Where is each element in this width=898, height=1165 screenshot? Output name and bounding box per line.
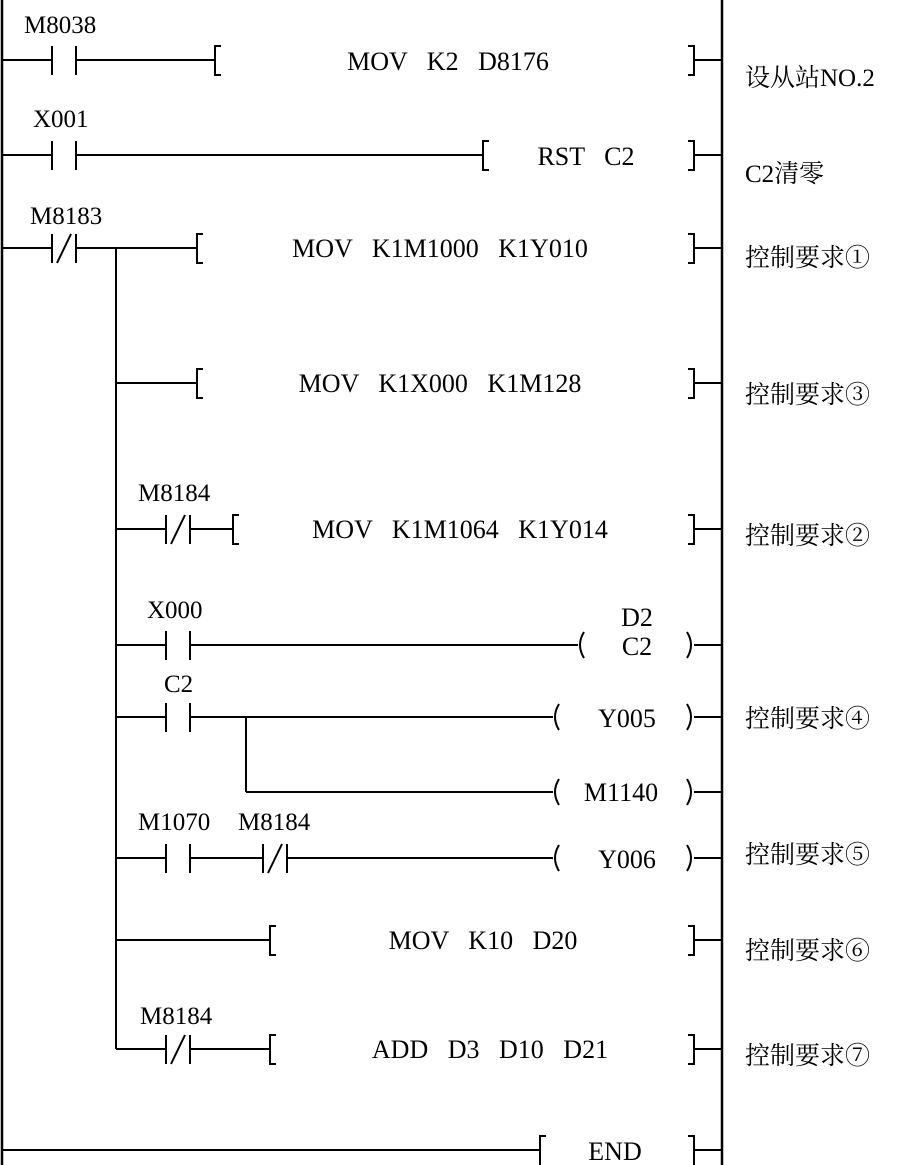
rung-2 bbox=[2, 106, 824, 188]
instruction-open-bracket bbox=[197, 369, 203, 398]
coil-open-paren bbox=[555, 704, 559, 730]
coil-counter-c2: C2 bbox=[621, 632, 653, 661]
rung-5 bbox=[116, 480, 870, 550]
instruction-close-bracket bbox=[688, 926, 694, 955]
no-contact-m8038 bbox=[52, 46, 76, 75]
instruction-rst-c2: RST C2 bbox=[537, 142, 635, 171]
coil-setting-d2: D2 bbox=[621, 603, 653, 632]
comment-rung-10: 控制要求⑥ bbox=[745, 938, 871, 965]
nc-contact-m8183 bbox=[52, 234, 76, 263]
comment-rung-1: 设从站NO.2 bbox=[745, 65, 875, 92]
coil-close-paren bbox=[687, 845, 691, 871]
contact-label-m1070: M1070 bbox=[138, 809, 211, 836]
instruction-mov-k10-d20: MOV K10 D20 bbox=[388, 926, 578, 955]
instruction-open-bracket bbox=[215, 46, 221, 75]
no-contact-x000 bbox=[166, 631, 190, 660]
instruction-open-bracket bbox=[197, 234, 203, 263]
nc-contact-m8184 bbox=[263, 844, 287, 873]
rung-end bbox=[2, 1136, 722, 1165]
rung-9 bbox=[116, 809, 870, 874]
coil-y005: Y005 bbox=[598, 704, 656, 733]
contact-label-m8184: M8184 bbox=[138, 480, 211, 507]
coil-close-paren bbox=[687, 704, 691, 730]
rung-1 bbox=[2, 12, 875, 92]
rung-7 bbox=[116, 671, 870, 733]
instruction-mov-k1m1064-k1y014: MOV K1M1064 K1Y014 bbox=[312, 515, 608, 544]
comment-rung-11: 控制要求⑦ bbox=[745, 1043, 871, 1070]
comment-rung-9: 控制要求⑤ bbox=[745, 842, 871, 869]
instruction-open-bracket bbox=[270, 1035, 276, 1064]
coil-open-paren bbox=[555, 779, 559, 805]
coil-m1140: M1140 bbox=[583, 778, 659, 807]
instruction-close-bracket bbox=[688, 1035, 694, 1064]
instruction-close-bracket bbox=[688, 46, 694, 75]
no-contact-x001 bbox=[52, 141, 76, 170]
coil-open-paren bbox=[555, 845, 559, 871]
contact-label-m8184: M8184 bbox=[238, 809, 311, 836]
instruction-open-bracket bbox=[270, 926, 276, 955]
coil-y006: Y006 bbox=[598, 845, 656, 874]
instruction-close-bracket bbox=[688, 369, 694, 398]
instruction-mov-k1m1000-k1y010: MOV K1M1000 K1Y010 bbox=[292, 234, 588, 263]
instruction-mov-k2-d8176: MOV K2 D8176 bbox=[347, 47, 549, 76]
instruction-mov-k1x000-k1m128: MOV K1X000 K1M128 bbox=[298, 369, 582, 398]
contact-label-c2: C2 bbox=[164, 671, 194, 698]
no-contact-c2 bbox=[166, 703, 190, 732]
instruction-end: END bbox=[588, 1137, 642, 1165]
comment-rung-3: 控制要求① bbox=[745, 245, 871, 272]
coil-close-paren bbox=[687, 632, 691, 658]
rung-10 bbox=[116, 926, 870, 965]
contact-label-x001: X001 bbox=[33, 106, 89, 133]
instruction-close-bracket bbox=[688, 234, 694, 263]
comment-rung-2: C2清零 bbox=[745, 161, 825, 188]
instruction-add-d3-d10-d21: ADD D3 D10 D21 bbox=[371, 1035, 609, 1064]
nc-contact-m8184 bbox=[166, 515, 190, 544]
coil-close-paren bbox=[687, 779, 691, 805]
instruction-close-bracket bbox=[688, 515, 694, 544]
rung-4 bbox=[116, 369, 870, 409]
instruction-open-bracket bbox=[540, 1136, 546, 1165]
contact-label-m8184: M8184 bbox=[140, 1003, 213, 1030]
comment-rung-4: 控制要求③ bbox=[745, 382, 871, 409]
nc-contact-m8184 bbox=[166, 1035, 190, 1064]
instruction-open-bracket bbox=[233, 515, 239, 544]
coil-open-paren bbox=[580, 632, 584, 658]
instruction-close-bracket bbox=[688, 1136, 694, 1165]
rung-11 bbox=[116, 1003, 870, 1070]
instruction-open-bracket bbox=[483, 141, 489, 170]
rung-3 bbox=[2, 203, 870, 272]
instruction-close-bracket bbox=[688, 141, 694, 170]
contact-label-x000: X000 bbox=[147, 597, 203, 624]
comment-rung-7: 控制要求④ bbox=[745, 706, 871, 733]
contact-label-m8038: M8038 bbox=[24, 12, 97, 39]
rung-6 bbox=[116, 597, 722, 661]
comment-rung-5: 控制要求② bbox=[745, 523, 871, 550]
contact-label-m8183: M8183 bbox=[30, 203, 103, 230]
no-contact-m1070 bbox=[166, 844, 190, 873]
